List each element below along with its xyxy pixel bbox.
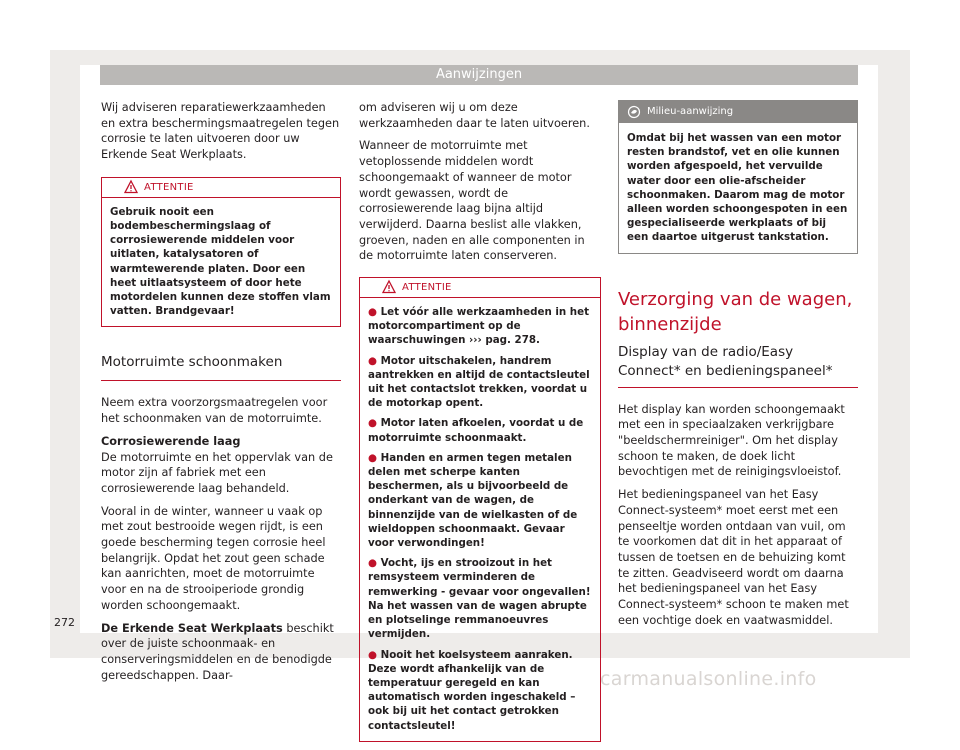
paragraph: Vooral in de winter, wanneer u vaak op met zout bestrooide wegen rijdt, is een goede bescherming tegen corrosie heel belangrijk. Opdat het zout geen schade kan aanrichten, moet de motorruimte voor en na de strooiperiode grondig worden schoongemaakt. (101, 504, 326, 612)
warning-triangle-icon (382, 280, 396, 294)
warning-header (360, 278, 600, 298)
column-right (618, 100, 858, 635)
intro-paragraph: Wij adviseren reparatiewerkzaamheden en extra beschermingsmaatregelen tegen corrosie te laten uitvoeren door uw Erkende Seat Werkplaats. (101, 101, 340, 162)
warning-header (102, 178, 340, 198)
warning-text: Gebruik nooit een bodembeschermingslaag of corrosiewerende middelen voor uitlaten, katalysatoren of warmtewerende platen. Door een heet uitlaatsysteem of door hete motordelen kunnen deze stoffen vlam vatten. Brandgevaar! (110, 205, 331, 318)
warning-item: ● Motor uitschakelen, handrem aantrekken en altijd de contactsleutel uit het contactslot trekken, voordat u de motorkap opent. (368, 354, 590, 410)
section-title: Display van de radio/Easy Connect* en bedieningspaneel* (618, 343, 858, 388)
paragraph (101, 621, 341, 684)
warning-item: ● Handen en armen tegen metalen delen met scherpe kanten beschermen, als u bijvoorbeeld de onderkant van de wagen, de binnenzijde van de wielkasten of de wieldoppen schoonmaakt. Gevaar voor verwondingen! (368, 451, 578, 550)
warning-item: ● Vocht, ijs en strooizout in het remsysteem verminderen de remwerking - gevaar voor ongevallen! Na het wassen van de wagen abrupte en plotselinge remmanoeuvres vermijden. (368, 557, 591, 641)
environment-note-text: Omdat bij het wassen van een motor resten brandstof, vet en olie kunnen worden afgespoeld, het vervuilde water door een olie-afscheider schoonmaken. Daarom mag de motor alleen worden schoongespoten in een gespecialiseerde werkplaats of bij een daartoe uitgerust tankstation. (627, 132, 848, 244)
column-middle (359, 100, 601, 750)
paragraph: om adviseren wij u om deze werkzaamheden daar te laten uitvoeren. (359, 101, 590, 130)
warning-item: ● Let vóór alle werkzaamheden in het motorcompartiment op de waarschuwingen ››› pag. 278. (368, 306, 590, 347)
chapter-title: Verzorging van de wagen, binnenzijde (618, 288, 853, 335)
paragraph: Het display kan worden schoongemaakt met een in speciaalzaken verkrijgbare "beeldschermreiniger". Om het display schoon te maken, de doek licht bevochtigen met de reinigingsvloeistof. (618, 402, 845, 479)
page-header: Aanwijzingen (100, 65, 858, 85)
section-title: Motorruimte schoonmaken (101, 353, 341, 381)
warning-item: ● Nooit het koelsysteem aanraken. Deze wordt afhankelijk van de temperatuur geregeld en kan automatisch worden ingeschakeld – ook bij uit het contact getrokken contactsleutel! (368, 648, 576, 732)
page-number: 272 (54, 616, 75, 629)
paragraph: Wanneer de motorruimte met vetoplossende middelen wordt schoongemaakt of wanneer de motor wordt gewassen, wordt de corrosiewerende laag bijna altijd verwijderd. Daarna beslist alle vlakken, groeven, naden en alle componenten in de motorruimte laten conserveren. (359, 139, 585, 263)
environment-note-header (619, 101, 857, 123)
subheading: Corrosiewerende laag (101, 434, 241, 448)
environment-note-title: Milieu-aanwijzing (647, 106, 734, 117)
environment-icon (627, 105, 641, 119)
warning-list (360, 298, 600, 741)
warning-title: ATTENTIE (402, 282, 452, 294)
warning-box (359, 277, 601, 742)
warning-box (101, 177, 341, 328)
paragraph: Neem extra voorzorgsmaatregelen voor het schoonmaken van de motorruimte. (101, 396, 328, 426)
paragraph: Het bedieningspaneel van het Easy Connect-systeem* moet eerst met een penseeltje worden ontdaan van vuil, om te voorkomen dat dit in het apparaat of tussen de toetsen en de behuizing komt te zitten. Geadviseerd wordt om daarna het bedieningspaneel van het Easy Connect-systeem* schoon te maken met een vochtige doek en vaatwasmiddel. (618, 488, 849, 627)
warning-triangle-icon (124, 180, 138, 194)
column-left (101, 100, 341, 690)
paragraph: De motorruimte en het oppervlak van de motor zijn af fabriek met een corrosiewerende laag behandeld. (101, 450, 333, 495)
watermark: carmanualsonline.info (600, 668, 817, 690)
bold-text: De Erkende Seat Werkplaats (101, 621, 283, 635)
environment-note-box (618, 100, 858, 254)
warning-item: ● Motor laten afkoelen, voordat u de motorruimte schoonmaakt. (368, 417, 584, 444)
text: beschikt over de juiste schoonmaak- en conserveringsmiddelen en de benodigde gereedschappen. Daar- (101, 621, 334, 682)
warning-title: ATTENTIE (144, 181, 194, 193)
